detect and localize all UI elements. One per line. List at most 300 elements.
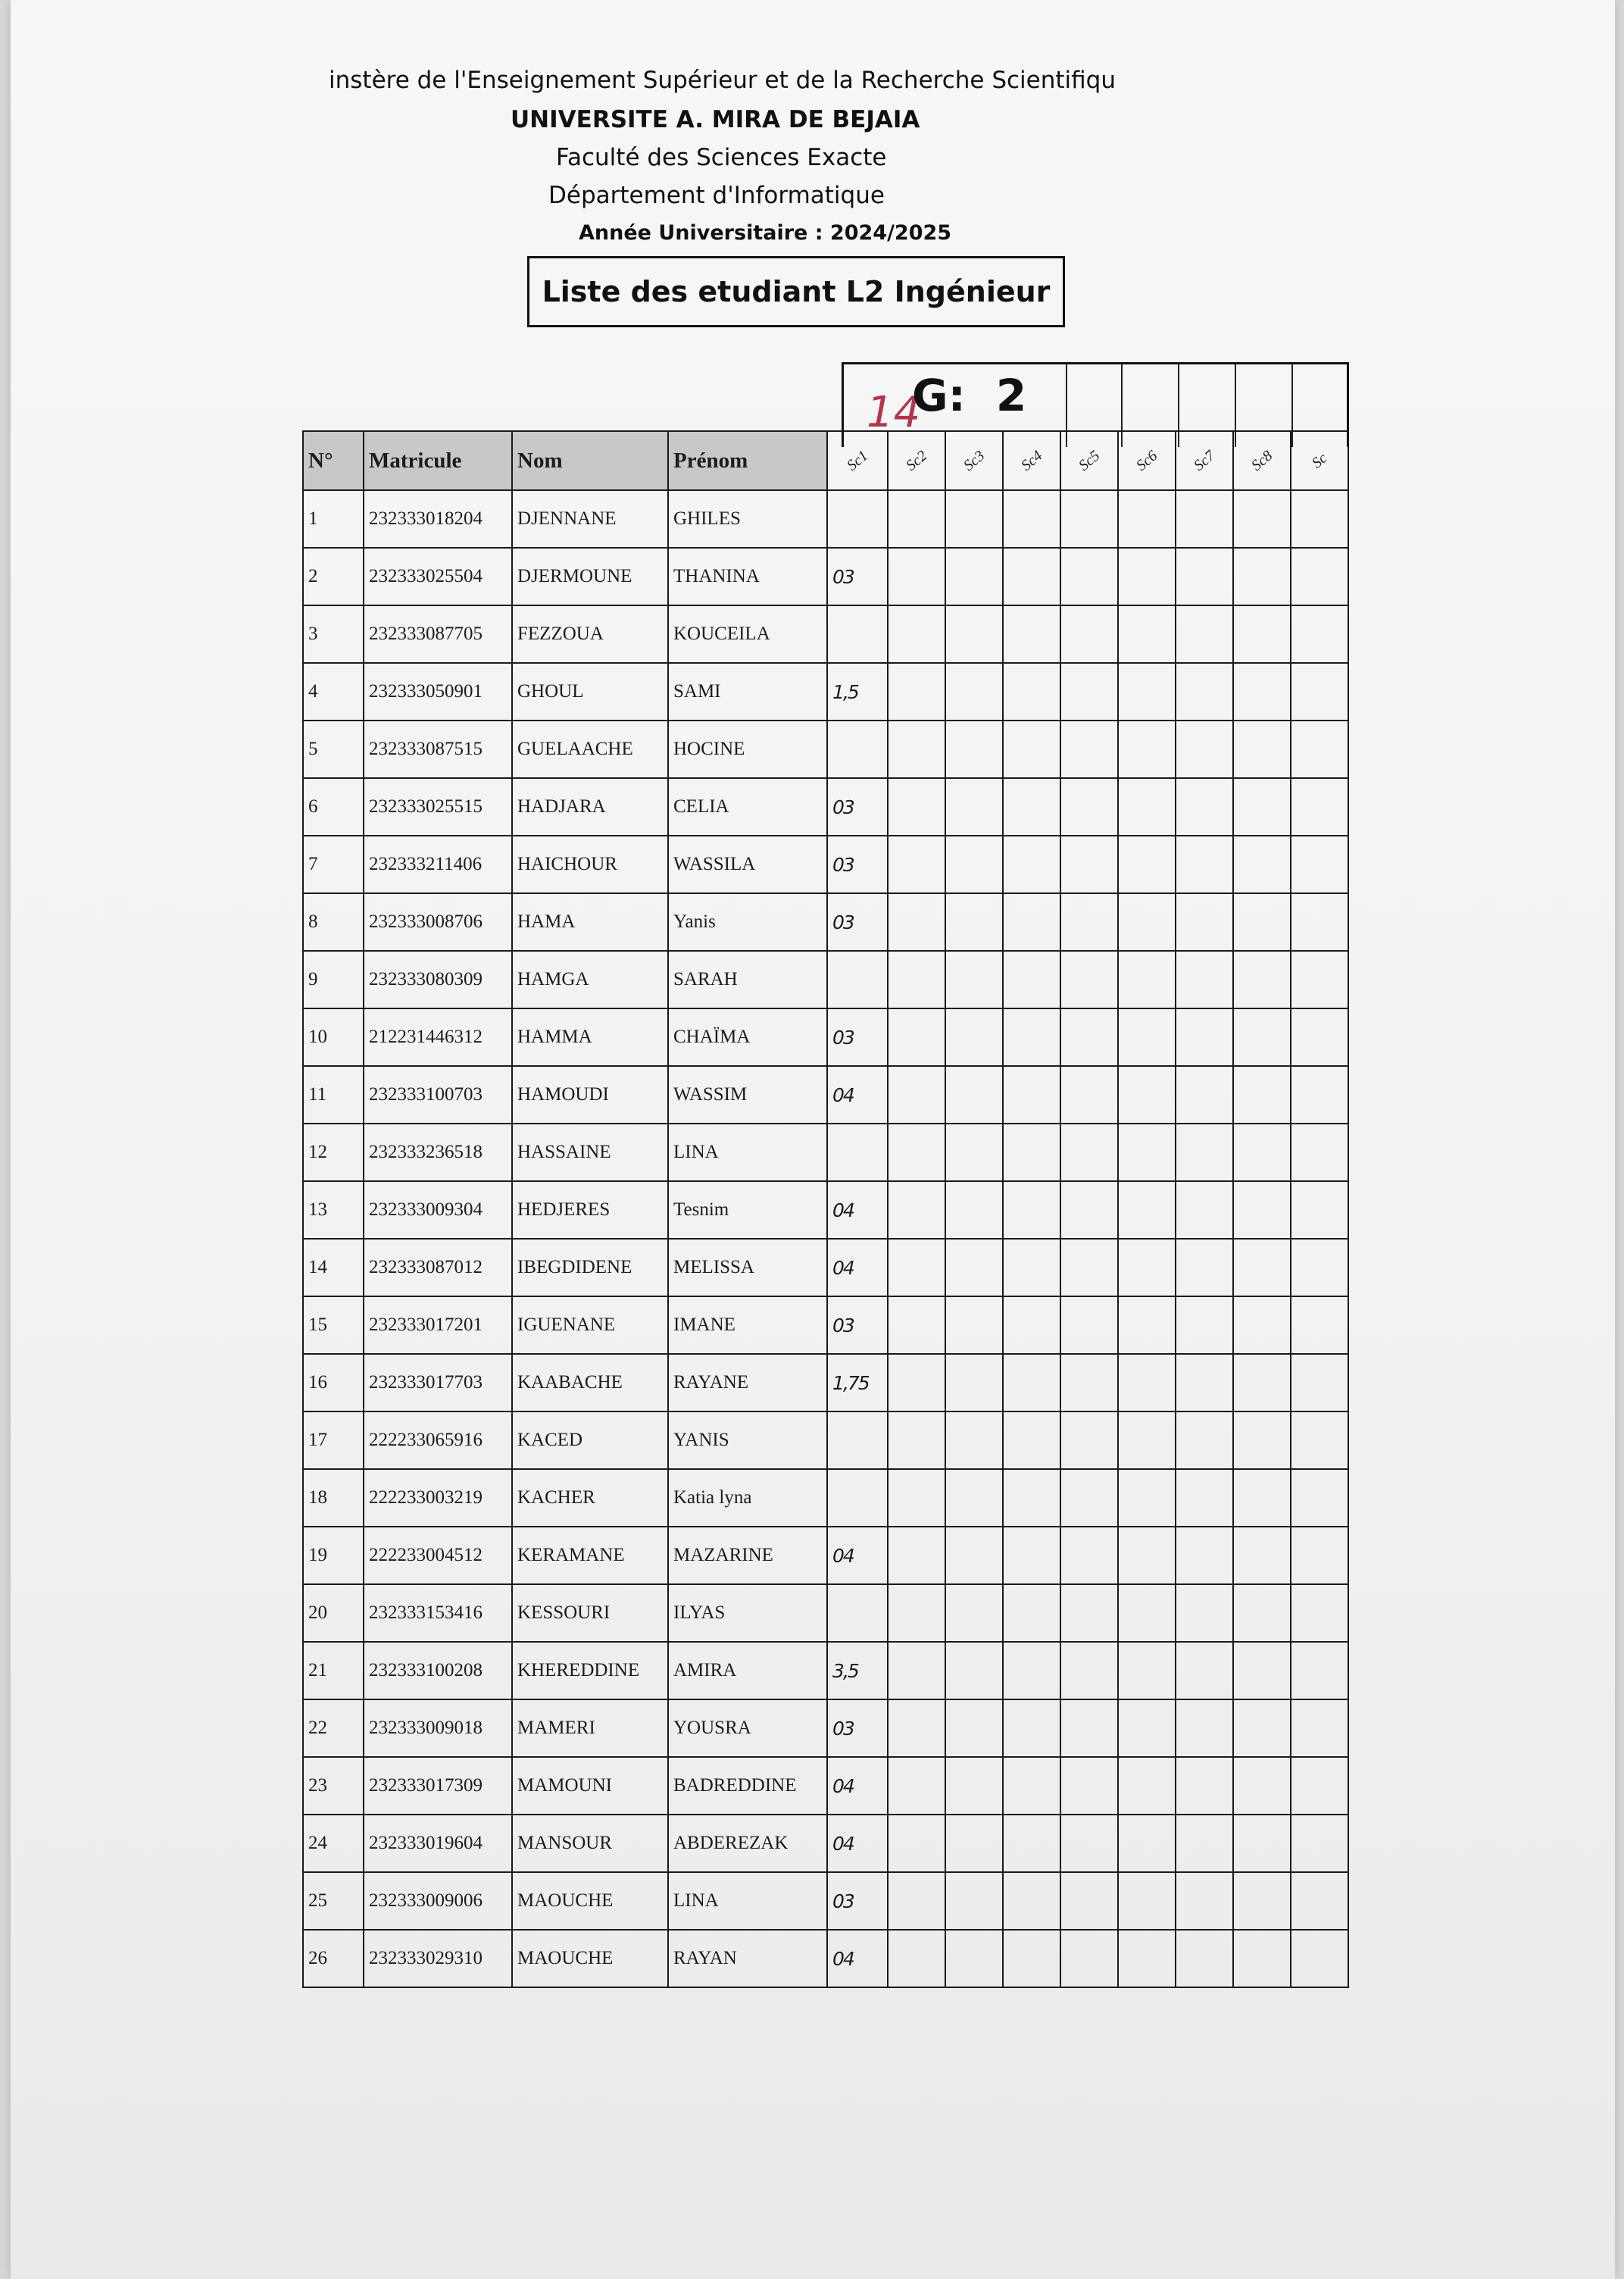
row-grade-sc1 <box>827 490 888 548</box>
empty-session-cell <box>1291 1411 1348 1469</box>
row-prenom: CHAÏMA <box>668 1008 827 1066</box>
student-table <box>302 430 1349 1988</box>
empty-session-cell <box>1233 490 1291 548</box>
row-nom: GUELAACHE <box>512 721 668 778</box>
paper-sheet <box>11 0 1615 2279</box>
empty-session-cell <box>1118 1584 1176 1642</box>
empty-session-cell <box>1176 1181 1233 1239</box>
empty-session-cell <box>1176 1411 1233 1469</box>
empty-session-cell <box>888 836 945 893</box>
col-header-session <box>827 431 888 490</box>
row-number: 9 <box>303 951 364 1008</box>
row-matricule: 232333017309 <box>364 1757 512 1815</box>
empty-session-cell <box>945 1008 1003 1066</box>
row-prenom: RAYAN <box>668 1930 827 1987</box>
empty-session-cell <box>945 1411 1003 1469</box>
empty-session-cell <box>888 1527 945 1584</box>
row-number: 22 <box>303 1699 364 1757</box>
empty-session-cell <box>1003 1411 1060 1469</box>
row-number: 8 <box>303 893 364 951</box>
row-number: 3 <box>303 605 364 663</box>
row-prenom: HOCINE <box>668 721 827 778</box>
row-nom: HASSAINE <box>512 1124 668 1181</box>
table-row <box>303 836 1348 893</box>
row-number: 13 <box>303 1181 364 1239</box>
row-nom: HAMOUDI <box>512 1066 668 1124</box>
row-matricule: 222233003219 <box>364 1469 512 1527</box>
empty-session-cell <box>1176 1008 1233 1066</box>
session-label: Sc3 <box>960 446 988 474</box>
row-grade-sc1: 03 <box>827 548 888 605</box>
empty-session-cell <box>1291 1815 1348 1872</box>
col-header-session <box>1291 431 1348 490</box>
empty-session-cell <box>1003 663 1060 721</box>
row-grade-sc1: 1,5 <box>827 663 888 721</box>
row-matricule: 232333018204 <box>364 490 512 548</box>
empty-session-cell <box>1233 1699 1291 1757</box>
row-prenom: SAMI <box>668 663 827 721</box>
table-row <box>303 1584 1348 1642</box>
row-matricule: 232333153416 <box>364 1584 512 1642</box>
row-number: 12 <box>303 1124 364 1181</box>
empty-session-cell <box>1176 1296 1233 1354</box>
row-matricule: 232333087515 <box>364 721 512 778</box>
empty-session-cell <box>945 1124 1003 1181</box>
col-header-session <box>888 431 945 490</box>
empty-session-cell <box>1060 548 1118 605</box>
empty-session-cell <box>1060 1815 1118 1872</box>
empty-session-cell <box>1233 605 1291 663</box>
department-name: Département d'Informatique <box>548 182 885 209</box>
empty-session-cell <box>1118 778 1176 836</box>
empty-session-cell <box>1060 1066 1118 1124</box>
empty-session-cell <box>888 1699 945 1757</box>
row-number: 4 <box>303 663 364 721</box>
row-matricule: 232333050901 <box>364 663 512 721</box>
row-nom: HEDJERES <box>512 1181 668 1239</box>
empty-session-cell <box>1176 951 1233 1008</box>
empty-session-cell <box>1060 721 1118 778</box>
row-nom: MANSOUR <box>512 1815 668 1872</box>
table-row <box>303 951 1348 1008</box>
row-number: 2 <box>303 548 364 605</box>
empty-session-cell <box>1003 1008 1060 1066</box>
row-matricule: 232333100703 <box>364 1066 512 1124</box>
empty-session-cell <box>945 1642 1003 1699</box>
empty-session-cell <box>945 1469 1003 1527</box>
empty-session-cell <box>1060 1411 1118 1469</box>
group-label-text: G: <box>912 370 966 421</box>
row-number: 10 <box>303 1008 364 1066</box>
faculty-name: Faculté des Sciences Exacte <box>556 144 887 171</box>
empty-session-cell <box>1003 893 1060 951</box>
empty-session-cell <box>888 1066 945 1124</box>
empty-session-cell <box>1118 721 1176 778</box>
empty-session-cell <box>1003 605 1060 663</box>
col-header-session <box>945 431 1003 490</box>
empty-session-cell <box>1060 1584 1118 1642</box>
empty-session-cell <box>888 1354 945 1411</box>
empty-session-cell <box>1233 721 1291 778</box>
empty-session-cell <box>1118 663 1176 721</box>
empty-session-cell <box>1291 1181 1348 1239</box>
empty-session-cell <box>1003 1699 1060 1757</box>
empty-session-cell <box>945 1296 1003 1354</box>
row-grade-sc1: 04 <box>827 1527 888 1584</box>
row-matricule: 232333009006 <box>364 1872 512 1930</box>
row-number: 19 <box>303 1527 364 1584</box>
empty-session-cell <box>1003 548 1060 605</box>
empty-session-cell <box>1233 951 1291 1008</box>
row-grade-sc1: 04 <box>827 1930 888 1987</box>
empty-session-cell <box>1003 1124 1060 1181</box>
university-name: UNIVERSITE A. MIRA DE BEJAIA <box>511 106 920 133</box>
empty-session-cell <box>1233 1008 1291 1066</box>
group-handwritten-note: 14 <box>867 388 921 437</box>
row-number: 5 <box>303 721 364 778</box>
empty-session-cell <box>1176 1757 1233 1815</box>
empty-session-cell <box>1003 1757 1060 1815</box>
academic-year: Année Universitaire : 2024/2025 <box>579 221 952 245</box>
empty-session-cell <box>1118 1642 1176 1699</box>
row-grade-sc1: 04 <box>827 1815 888 1872</box>
row-prenom: Tesnim <box>668 1181 827 1239</box>
empty-session-cell <box>1118 1527 1176 1584</box>
row-nom: MAOUCHE <box>512 1930 668 1987</box>
empty-session-cell <box>1291 1354 1348 1411</box>
row-grade-sc1 <box>827 721 888 778</box>
group-number: 2 <box>995 370 1027 421</box>
row-nom: KAABACHE <box>512 1354 668 1411</box>
table-header-row <box>303 431 1348 490</box>
empty-session-cell <box>1118 1354 1176 1411</box>
empty-session-cell <box>1003 1354 1060 1411</box>
row-matricule: 232333029310 <box>364 1930 512 1987</box>
row-prenom: MAZARINE <box>668 1527 827 1584</box>
empty-session-cell <box>1291 951 1348 1008</box>
empty-session-cell <box>945 1872 1003 1930</box>
empty-session-cell <box>1003 1584 1060 1642</box>
row-number: 21 <box>303 1642 364 1699</box>
row-grade-sc1: 03 <box>827 893 888 951</box>
row-number: 26 <box>303 1930 364 1987</box>
empty-session-cell <box>1176 1354 1233 1411</box>
row-matricule: 222233065916 <box>364 1411 512 1469</box>
row-prenom: LINA <box>668 1872 827 1930</box>
empty-session-cell <box>1233 1354 1291 1411</box>
row-nom: HADJARA <box>512 778 668 836</box>
empty-session-cell <box>1291 1008 1348 1066</box>
empty-session-cell <box>1060 893 1118 951</box>
empty-session-cell <box>1060 836 1118 893</box>
empty-session-cell <box>1003 1469 1060 1527</box>
row-nom: HAICHOUR <box>512 836 668 893</box>
empty-session-cell <box>1060 1872 1118 1930</box>
empty-session-cell <box>1003 1642 1060 1699</box>
empty-session-cell <box>1291 1757 1348 1815</box>
empty-session-cell <box>1291 490 1348 548</box>
table-row <box>303 1642 1348 1699</box>
table-row <box>303 1815 1348 1872</box>
empty-session-cell <box>945 951 1003 1008</box>
empty-session-cell <box>1291 836 1348 893</box>
row-prenom: YOUSRA <box>668 1699 827 1757</box>
row-matricule: 232333100208 <box>364 1642 512 1699</box>
empty-session-cell <box>1233 1642 1291 1699</box>
empty-session-cell <box>945 1527 1003 1584</box>
table-row <box>303 490 1348 548</box>
row-matricule: 232333025515 <box>364 778 512 836</box>
row-grade-sc1: 03 <box>827 1699 888 1757</box>
empty-session-cell <box>1176 490 1233 548</box>
empty-session-cell <box>1003 490 1060 548</box>
empty-session-cell <box>1118 1239 1176 1296</box>
row-number: 17 <box>303 1411 364 1469</box>
session-label: Sc1 <box>843 446 871 474</box>
row-number: 14 <box>303 1239 364 1296</box>
table-row <box>303 1469 1348 1527</box>
empty-session-cell <box>1233 1469 1291 1527</box>
row-grade-sc1: 04 <box>827 1239 888 1296</box>
empty-session-cell <box>888 605 945 663</box>
empty-session-cell <box>1233 1124 1291 1181</box>
empty-session-cell <box>1060 663 1118 721</box>
empty-session-cell <box>1233 1757 1291 1815</box>
empty-session-cell <box>1291 721 1348 778</box>
row-grade-sc1: 04 <box>827 1066 888 1124</box>
empty-session-cell <box>1118 605 1176 663</box>
row-number: 24 <box>303 1815 364 1872</box>
table-row <box>303 663 1348 721</box>
empty-session-cell <box>1003 836 1060 893</box>
empty-session-cell <box>1233 1584 1291 1642</box>
empty-session-cell <box>1233 1181 1291 1239</box>
row-grade-sc1 <box>827 951 888 1008</box>
empty-session-cell <box>1060 1757 1118 1815</box>
empty-session-cell <box>1060 1008 1118 1066</box>
empty-session-cell <box>1003 778 1060 836</box>
row-grade-sc1 <box>827 1469 888 1527</box>
empty-session-cell <box>888 1930 945 1987</box>
row-matricule: 232333017703 <box>364 1354 512 1411</box>
empty-session-cell <box>1176 605 1233 663</box>
empty-session-cell <box>1003 1527 1060 1584</box>
table-row <box>303 893 1348 951</box>
empty-session-cell <box>888 1584 945 1642</box>
empty-session-cell <box>888 1411 945 1469</box>
empty-session-cell <box>945 663 1003 721</box>
row-grade-sc1: 03 <box>827 1872 888 1930</box>
table-row <box>303 1181 1348 1239</box>
empty-session-cell <box>1176 1642 1233 1699</box>
empty-session-cell <box>1176 1066 1233 1124</box>
row-nom: DJENNANE <box>512 490 668 548</box>
empty-session-cell <box>945 548 1003 605</box>
empty-session-cell <box>1060 1469 1118 1527</box>
empty-session-cell <box>1291 1699 1348 1757</box>
row-prenom: KOUCEILA <box>668 605 827 663</box>
empty-session-cell <box>888 778 945 836</box>
session-label: Sc8 <box>1248 446 1276 474</box>
row-prenom: THANINA <box>668 548 827 605</box>
row-number: 16 <box>303 1354 364 1411</box>
empty-session-cell <box>1060 490 1118 548</box>
row-prenom: SARAH <box>668 951 827 1008</box>
row-grade-sc1: 03 <box>827 836 888 893</box>
empty-session-cell <box>945 1066 1003 1124</box>
row-prenom: YANIS <box>668 1411 827 1469</box>
empty-session-cell <box>945 893 1003 951</box>
table-row <box>303 1699 1348 1757</box>
row-nom: HAMA <box>512 893 668 951</box>
col-header-session <box>1233 431 1291 490</box>
table-row <box>303 1872 1348 1930</box>
row-grade-sc1: 03 <box>827 778 888 836</box>
empty-session-cell <box>1291 1066 1348 1124</box>
empty-session-cell <box>888 1008 945 1066</box>
session-label: Sc <box>1308 449 1330 472</box>
table-row <box>303 721 1348 778</box>
row-matricule: 232333019604 <box>364 1815 512 1872</box>
empty-session-cell <box>1176 1872 1233 1930</box>
empty-session-cell <box>1176 1527 1233 1584</box>
table-row <box>303 605 1348 663</box>
empty-session-cell <box>888 663 945 721</box>
row-matricule: 232333017201 <box>364 1296 512 1354</box>
empty-session-cell <box>1060 778 1118 836</box>
empty-session-cell <box>1291 605 1348 663</box>
empty-session-cell <box>1060 1181 1118 1239</box>
row-matricule: 222233004512 <box>364 1527 512 1584</box>
document-title: Liste des etudiant L2 Ingénieur <box>527 256 1065 327</box>
table-row <box>303 1930 1348 1987</box>
empty-session-cell <box>888 1469 945 1527</box>
row-number: 23 <box>303 1757 364 1815</box>
empty-session-cell <box>1118 1124 1176 1181</box>
row-prenom: WASSIM <box>668 1066 827 1124</box>
empty-session-cell <box>1118 1411 1176 1469</box>
row-grade-sc1 <box>827 1124 888 1181</box>
table-row <box>303 1008 1348 1066</box>
empty-session-cell <box>1291 893 1348 951</box>
row-grade-sc1: 04 <box>827 1757 888 1815</box>
empty-session-cell <box>1176 1469 1233 1527</box>
empty-session-cell <box>1060 1642 1118 1699</box>
empty-session-cell <box>888 1642 945 1699</box>
empty-session-cell <box>945 1930 1003 1987</box>
empty-session-cell <box>888 1181 945 1239</box>
row-matricule: 232333087705 <box>364 605 512 663</box>
empty-session-cell <box>888 1239 945 1296</box>
empty-session-cell <box>888 548 945 605</box>
empty-session-cell <box>1118 836 1176 893</box>
table-row <box>303 778 1348 836</box>
empty-session-cell <box>1176 778 1233 836</box>
row-nom: KHEREDDINE <box>512 1642 668 1699</box>
empty-session-cell <box>945 1239 1003 1296</box>
empty-session-cell <box>1291 778 1348 836</box>
empty-session-cell <box>1233 548 1291 605</box>
empty-session-cell <box>1233 663 1291 721</box>
row-matricule: 232333009304 <box>364 1181 512 1239</box>
empty-session-cell <box>1118 893 1176 951</box>
empty-session-cell <box>1176 721 1233 778</box>
empty-session-cell <box>1118 951 1176 1008</box>
empty-session-cell <box>1176 893 1233 951</box>
row-number: 6 <box>303 778 364 836</box>
row-prenom: WASSILA <box>668 836 827 893</box>
empty-session-cell <box>1233 893 1291 951</box>
row-prenom: Yanis <box>668 893 827 951</box>
empty-session-cell <box>888 893 945 951</box>
row-number: 25 <box>303 1872 364 1930</box>
empty-session-cell <box>1176 1584 1233 1642</box>
empty-session-cell <box>1118 1757 1176 1815</box>
table-row <box>303 1757 1348 1815</box>
row-prenom: MELISSA <box>668 1239 827 1296</box>
empty-session-cell <box>1233 1411 1291 1469</box>
empty-session-cell <box>1060 1930 1118 1987</box>
row-prenom: LINA <box>668 1124 827 1181</box>
empty-session-cell <box>1060 1354 1118 1411</box>
session-label: Sc4 <box>1017 446 1045 474</box>
empty-session-cell <box>1176 548 1233 605</box>
col-header-session <box>1118 431 1176 490</box>
empty-session-cell <box>1003 1066 1060 1124</box>
empty-session-cell <box>1291 1296 1348 1354</box>
table-row <box>303 1296 1348 1354</box>
empty-session-cell <box>1233 836 1291 893</box>
empty-session-cell <box>1060 1699 1118 1757</box>
row-grade-sc1: 03 <box>827 1296 888 1354</box>
row-grade-sc1: 04 <box>827 1181 888 1239</box>
empty-session-cell <box>1118 1872 1176 1930</box>
empty-session-cell <box>888 1815 945 1872</box>
ministry-line: instère de l'Enseignement Supérieur et de la Recherche Scientifiqu <box>329 67 1116 94</box>
empty-session-cell <box>945 836 1003 893</box>
col-header-session <box>1060 431 1118 490</box>
empty-session-cell <box>1003 1930 1060 1987</box>
empty-session-cell <box>945 721 1003 778</box>
row-grade-sc1 <box>827 1411 888 1469</box>
empty-session-cell <box>1060 605 1118 663</box>
row-prenom: AMIRA <box>668 1642 827 1699</box>
empty-session-cell <box>1291 548 1348 605</box>
row-prenom: CELIA <box>668 778 827 836</box>
row-nom: IBEGDIDENE <box>512 1239 668 1296</box>
table-row <box>303 1239 1348 1296</box>
row-nom: IGUENANE <box>512 1296 668 1354</box>
row-nom: KACED <box>512 1411 668 1469</box>
empty-session-cell <box>1233 1066 1291 1124</box>
empty-session-cell <box>1003 1872 1060 1930</box>
empty-session-cell <box>1176 1815 1233 1872</box>
empty-session-cell <box>1233 1296 1291 1354</box>
row-nom: KACHER <box>512 1469 668 1527</box>
empty-session-cell <box>1291 1469 1348 1527</box>
table-body <box>303 490 1348 1987</box>
row-matricule: 212231446312 <box>364 1008 512 1066</box>
row-number: 18 <box>303 1469 364 1527</box>
empty-session-cell <box>1233 1815 1291 1872</box>
row-grade-sc1: 03 <box>827 1008 888 1066</box>
empty-session-cell <box>945 778 1003 836</box>
empty-session-cell <box>1233 1239 1291 1296</box>
table-row <box>303 1124 1348 1181</box>
empty-session-cell <box>1118 1296 1176 1354</box>
row-prenom: GHILES <box>668 490 827 548</box>
row-nom: MAOUCHE <box>512 1872 668 1930</box>
